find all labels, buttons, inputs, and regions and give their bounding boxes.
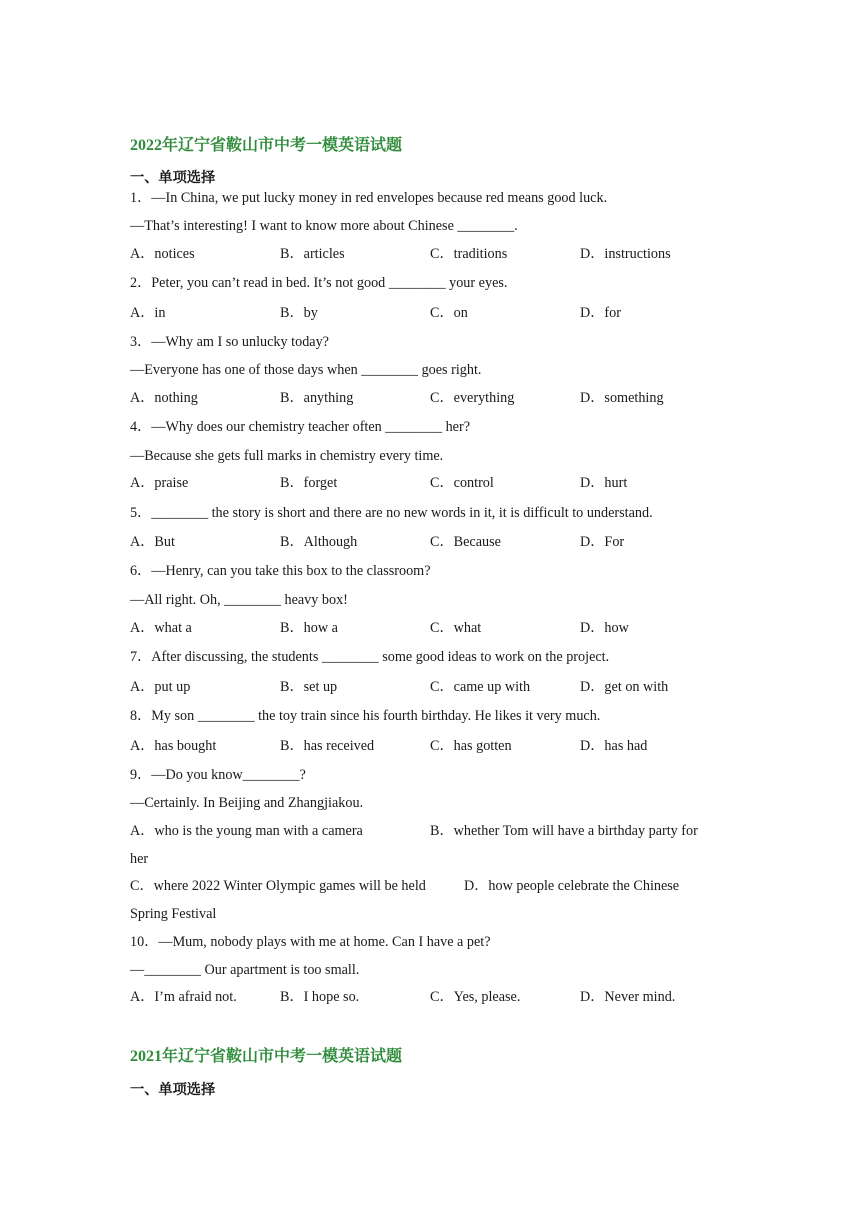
question-5-option-c: C．Because <box>430 534 501 550</box>
question-4-option-a: A．praise <box>130 475 189 491</box>
question-9-option-b-continued: her <box>130 851 149 867</box>
question-2-option-b: B．by <box>280 305 318 321</box>
question-9-option-d-continued: Spring Festival <box>130 906 217 922</box>
question-2-option-a: A．in <box>130 305 166 321</box>
question-1-line-2: —That’s interesting! I want to know more about Chinese ________. <box>130 218 518 234</box>
question-10-option-c: C．Yes, please. <box>430 989 521 1005</box>
question-5-option-d: D．For <box>580 534 625 550</box>
question-9-option-d: D．how people celebrate the Chinese <box>464 878 680 894</box>
question-9-line-1: 9．—Do you know________? <box>130 767 306 783</box>
section-heading: 一、单项选择 <box>130 170 216 186</box>
question-1-option-b: B．articles <box>280 246 345 262</box>
question-1-option-c: C．traditions <box>430 246 508 262</box>
question-8-line-1: 8．My son ________ the toy train since his fourth birthday. He likes it very much. <box>130 708 601 724</box>
question-3-option-a: A．nothing <box>130 390 198 406</box>
question-3-option-d: D．something <box>580 390 664 406</box>
question-6-option-a: A．what a <box>130 620 192 636</box>
question-10-line-2: —________ Our apartment is too small. <box>130 962 360 978</box>
exam-title-2: 2021年辽宁省鞍山市中考一模英语试题 <box>130 1048 403 1065</box>
question-6-line-2: —All right. Oh, ________ heavy box! <box>130 592 348 608</box>
question-3-option-b: B．anything <box>280 390 354 406</box>
question-7-option-d: D．get on with <box>580 679 669 695</box>
question-4-option-d: D．hurt <box>580 475 628 491</box>
question-5-line-1: 5．________ the story is short and there are no new words in it, it is difficult to understand. <box>130 505 653 521</box>
question-9-line-2: —Certainly. In Beijing and Zhangjiakou. <box>130 795 364 811</box>
question-3-line-2: —Everyone has one of those days when ________ goes right. <box>130 362 482 378</box>
question-2-option-c: C．on <box>430 305 468 321</box>
question-3-option-c: C．everything <box>430 390 515 406</box>
question-8-option-a: A．has bought <box>130 738 217 754</box>
question-6-line-1: 6．—Henry, can you take this box to the classroom? <box>130 563 431 579</box>
question-4-option-b: B．forget <box>280 475 338 491</box>
question-1-line-1: 1．—In China, we put lucky money in red envelopes because red means good luck. <box>130 190 608 206</box>
question-10-option-d: D．Never mind. <box>580 989 676 1005</box>
question-5-option-a: A．But <box>130 534 175 550</box>
question-1-option-d: D．instructions <box>580 246 671 262</box>
question-2-line-1: 2．Peter, you can’t read in bed. It’s not good ________ your eyes. <box>130 275 508 291</box>
question-9-option-a: A．who is the young man with a camera <box>130 823 363 839</box>
question-6-option-c: C．what <box>430 620 482 636</box>
question-6-option-d: D．how <box>580 620 629 636</box>
question-8-option-d: D．has had <box>580 738 648 754</box>
question-7-option-c: C．came up with <box>430 679 531 695</box>
question-5-option-b: B．Although <box>280 534 358 550</box>
question-7-line-1: 7．After discussing, the students ________ some good ideas to work on the project. <box>130 649 610 665</box>
question-9-option-c: C．where 2022 Winter Olympic games will be held <box>130 878 426 894</box>
question-4-line-2: —Because she gets full marks in chemistry every time. <box>130 448 444 464</box>
section-heading-2: 一、单项选择 <box>130 1082 216 1098</box>
question-6-option-b: B．how a <box>280 620 338 636</box>
exam-title: 2022年辽宁省鞍山市中考一模英语试题 <box>130 137 403 154</box>
question-1-option-a: A．notices <box>130 246 195 262</box>
question-2-option-d: D．for <box>580 305 621 321</box>
question-10-option-a: A．I’m afraid not. <box>130 989 237 1005</box>
question-7-option-a: A．put up <box>130 679 191 695</box>
question-4-option-c: C．control <box>430 475 494 491</box>
question-10-option-b: B．I hope so. <box>280 989 360 1005</box>
question-10-line-1: 10．—Mum, nobody plays with me at home. Can I have a pet? <box>130 934 491 950</box>
question-8-option-c: C．has gotten <box>430 738 512 754</box>
question-8-option-b: B．has received <box>280 738 375 754</box>
question-4-line-1: 4．—Why does our chemistry teacher often ________ her? <box>130 419 471 435</box>
question-7-option-b: B．set up <box>280 679 338 695</box>
question-9-option-b: B．whether Tom will have a birthday party for <box>430 823 698 839</box>
question-3-line-1: 3．—Why am I so unlucky today? <box>130 334 329 350</box>
